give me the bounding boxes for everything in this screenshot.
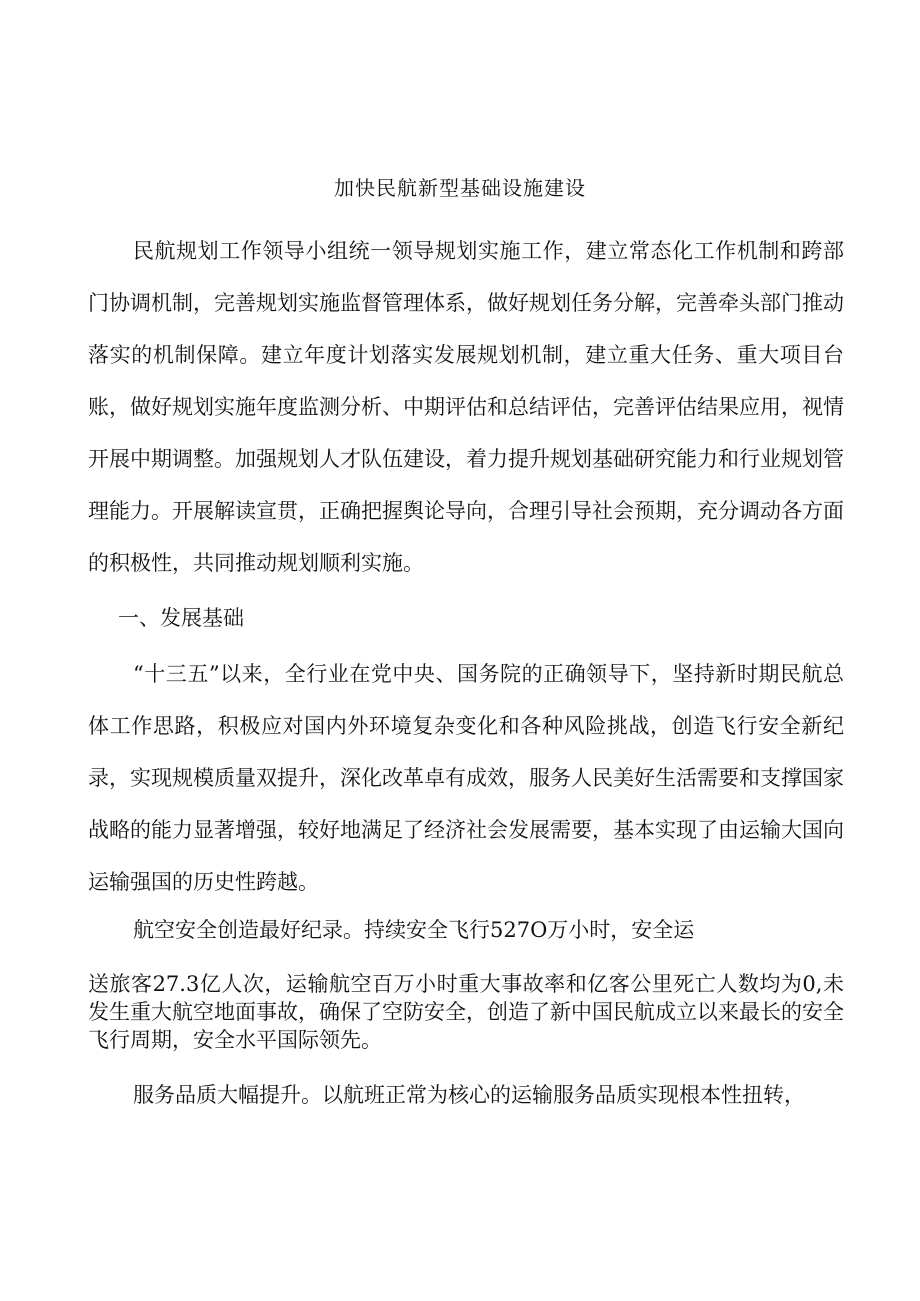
paragraph-aviation-safety-record: 航空安全创造最好纪录。持续安全飞行527O万小时，安全运 <box>133 918 695 942</box>
paragraph-13th-five-year-overview: “十三五”以来，全行业在党中央、国务院的正确领导下，坚持新时期民航总体工作思路，积极应对国内外环境复杂变化和各种风险挑战，创造飞行安全新纪录，实现规模质量双提升，深化改革卓有成效，服务人民美好生活需要和支撑国家战略的能力显著增强，较好地满足了经济社会发展需要，基本实现了由运输大国向运输强国的历史性跨越。 <box>88 662 844 894</box>
paragraph-safety-statistics: 送旅客27.3亿人次，运输航空百万小时重大事故率和亿客公里死亡人数均为0,未发生重大航空地面事故，确保了空防安全，创造了新中国民航成立以来最长的安全飞行周期，安全水平国际领先。 <box>88 972 844 1052</box>
document-title: 加快民航新型基础设施建设 <box>334 176 586 200</box>
paragraph-service-quality: 服务品质大幅提升。以航班正常为核心的运输服务品质实现根本性扭转， <box>133 1083 805 1107</box>
section-heading-development-basis: 一、发展基础 <box>118 606 244 630</box>
paragraph-planning-implementation: 民航规划工作领导小组统一领导规划实施工作，建立常态化工作机制和跨部门协调机制，完善规划实施监督管理体系，做好规划任务分解，完善牵头部门推动落实的机制保障。建立年度计划落实发展规划机制，建立重大任务、重大项目台账，做好规划实施年度监测分析、中期评估和总结评估，完善评估结果应用，视情开展中期调整。加强规划人才队伍建设，着力提升规划基础研究能力和行业规划管理能力。开展解读宣贯，正确把握舆论导向，合理引导社会预期，充分调动各方面的积极性，共同推动规划顺利实施。 <box>88 239 844 575</box>
